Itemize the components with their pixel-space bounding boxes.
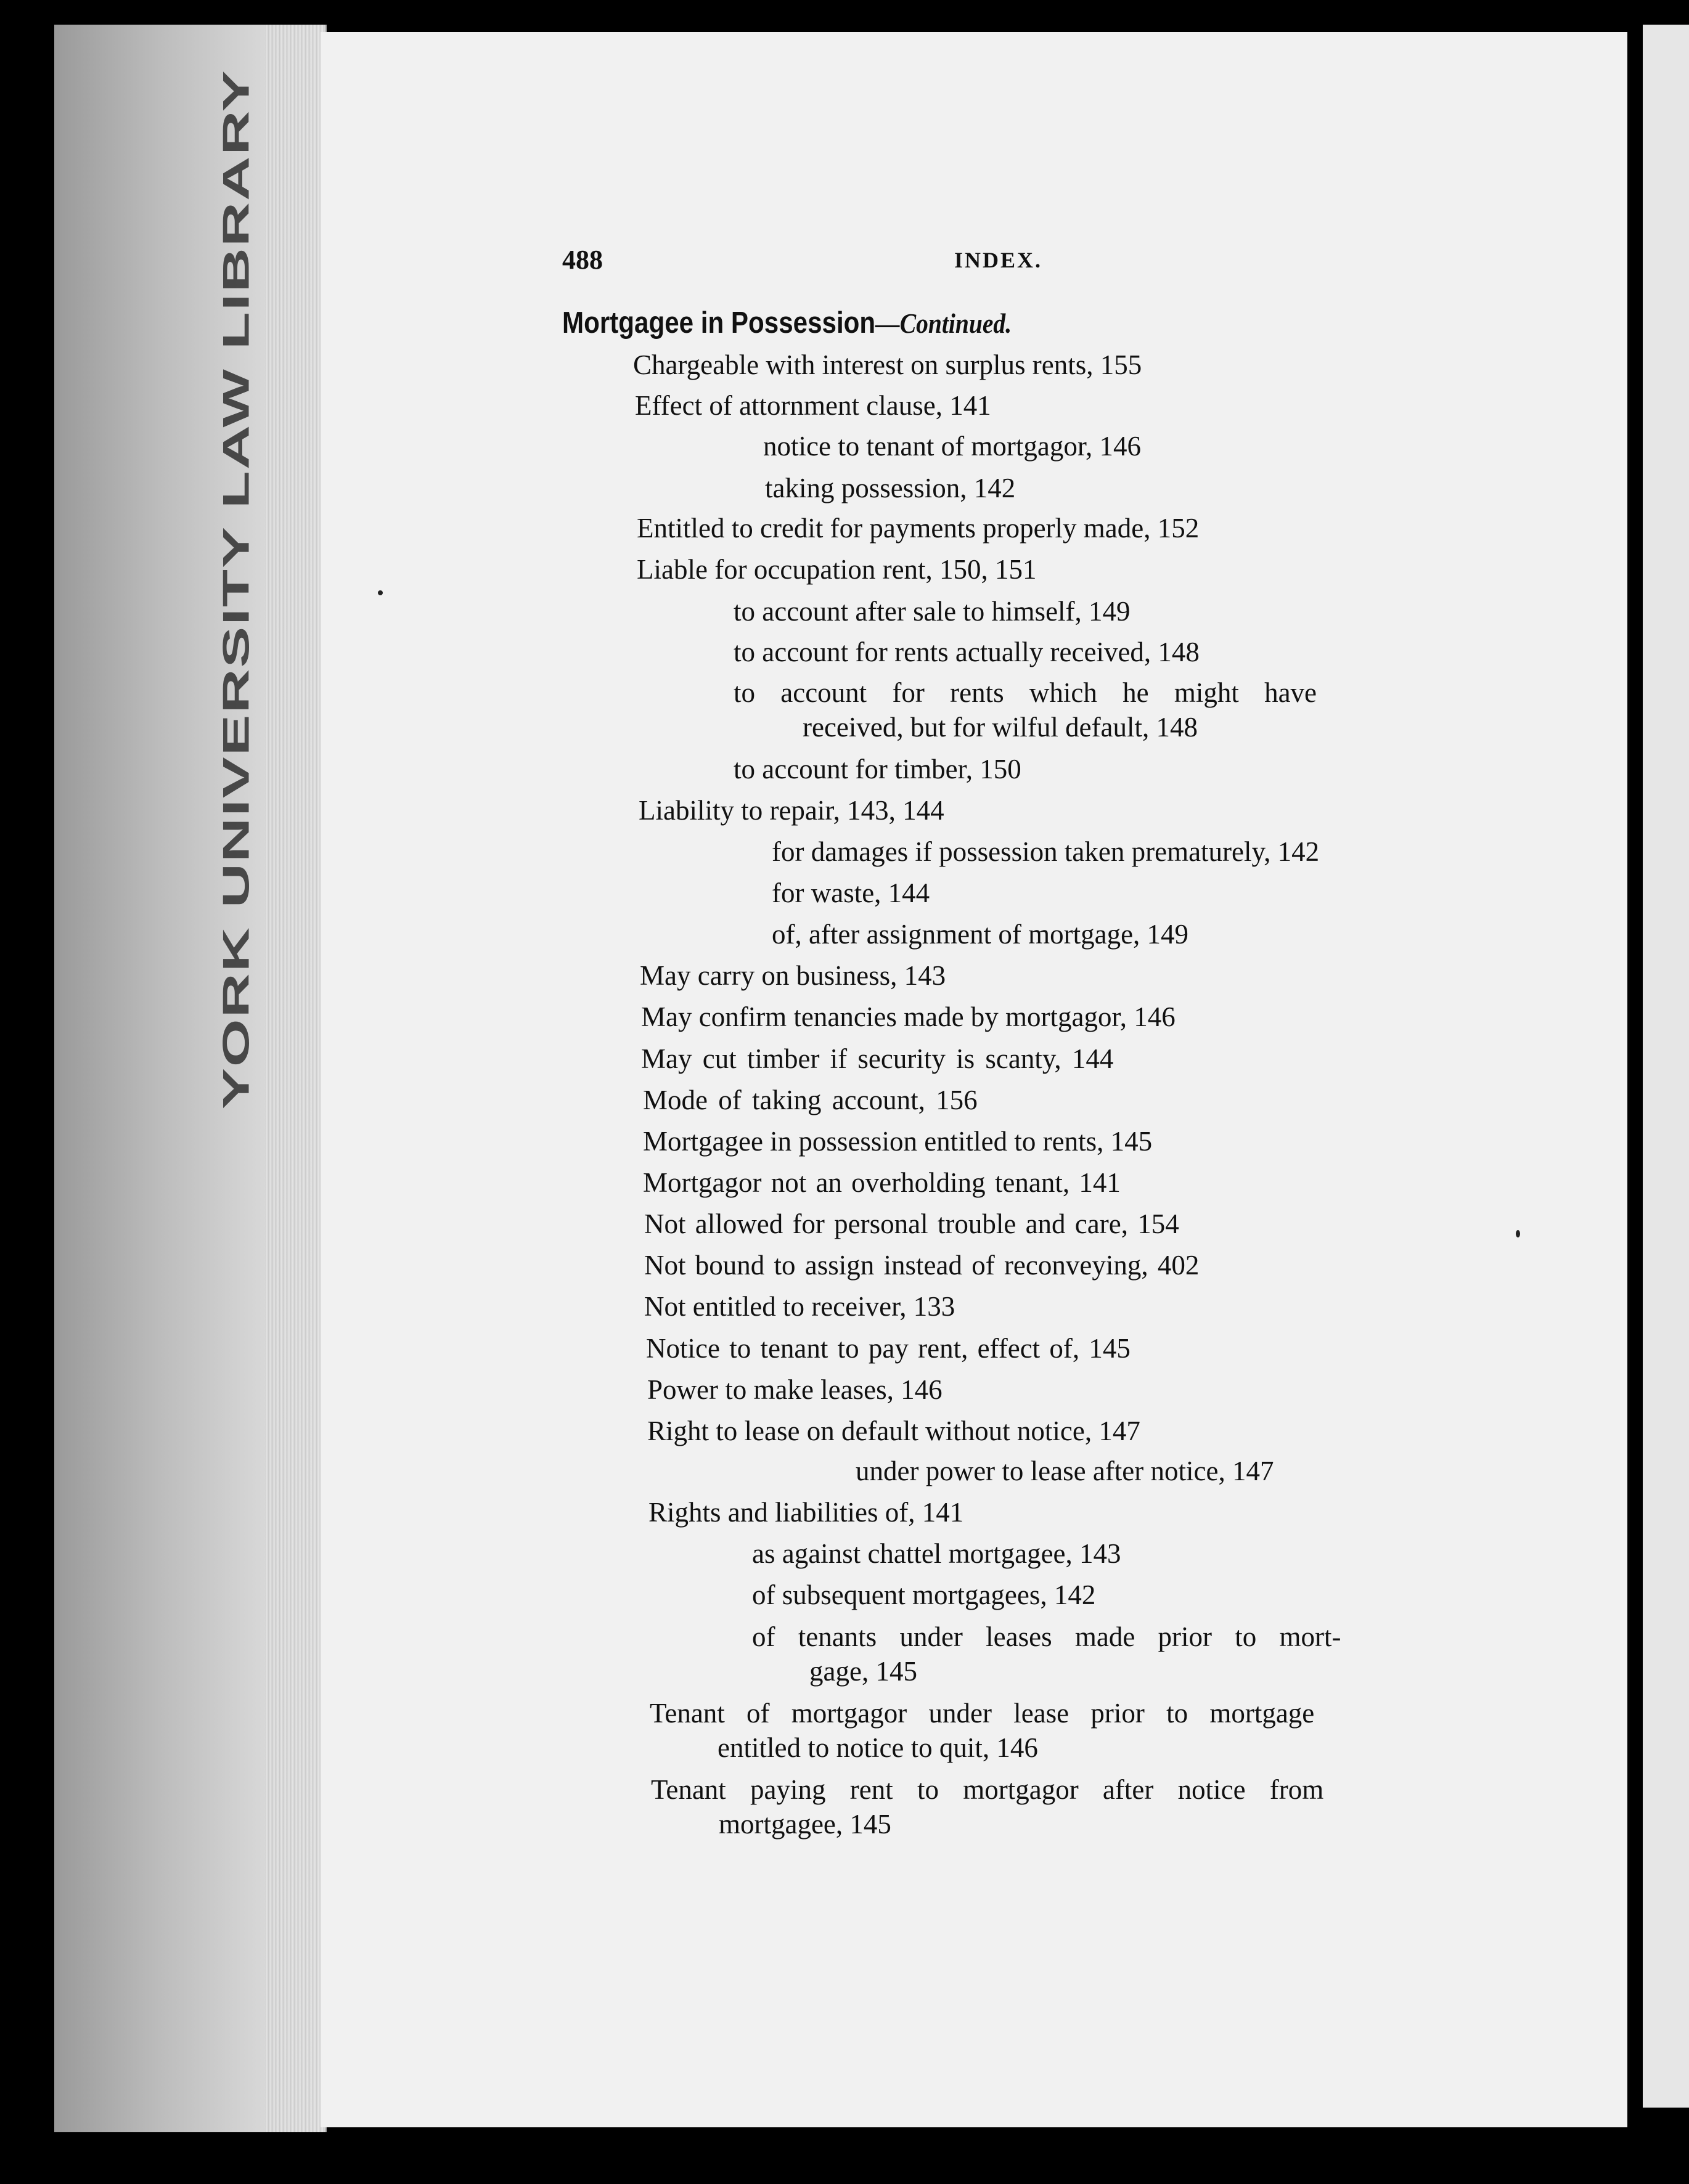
index-entry: Rights and liabilities of, 141 xyxy=(648,1497,964,1528)
index-entry: for damages if possession taken prematurely, 142 xyxy=(772,836,1320,867)
index-entry: taking possession, 142 xyxy=(765,473,1016,503)
index-entry: May confirm tenancies made by mortgagor, 146 xyxy=(641,1001,1176,1032)
heading-title: Mortgagee in Possession xyxy=(562,306,876,340)
index-entry: as against chattel mortgagee, 143 xyxy=(752,1538,1121,1569)
page-edges xyxy=(265,25,327,2132)
speck xyxy=(378,590,383,595)
index-entry-continuation: mortgagee, 145 xyxy=(719,1809,891,1840)
heading-continued: —Continued. xyxy=(875,308,1012,339)
index-entry: Effect of attornment clause, 141 xyxy=(635,390,991,421)
index-entry-continuation: entitled to notice to quit, 146 xyxy=(718,1732,1038,1763)
index-entry: May cut timber if security is scanty, 144 xyxy=(641,1043,1114,1074)
library-stamp: YORK UNIVERSITY LAW LIBRARY xyxy=(215,69,257,1109)
index-heading xyxy=(562,308,1012,338)
index-entry: Notice to tenant to pay rent, effect of, 145 xyxy=(646,1333,1131,1364)
index-entry: under power to lease after notice, 147 xyxy=(856,1456,1274,1486)
index-entry-continuation: received, but for wilful default, 148 xyxy=(803,712,1198,743)
index-entry: Tenant of mortgagor under lease prior to mortgage xyxy=(650,1698,1315,1729)
index-entry: of, after assignment of mortgage, 149 xyxy=(772,919,1189,950)
index-entry-continuation: gage, 145 xyxy=(809,1656,917,1687)
facing-page-edge xyxy=(1643,25,1689,2108)
index-entry: Mortgagee in possession entitled to rents, 145 xyxy=(643,1126,1153,1157)
index-entry-justified xyxy=(651,1776,1457,1804)
page-number: 488 xyxy=(562,245,603,275)
index-entry: May carry on business, 143 xyxy=(640,960,946,991)
index-entry: of tenants under leases made prior to mort- xyxy=(752,1621,1341,1652)
index-entry: Tenant paying rent to mortgagor after notice from xyxy=(651,1774,1324,1805)
index-entry: Mortgagor not an overholding tenant, 141 xyxy=(643,1167,1121,1198)
index-entry: for waste, 144 xyxy=(772,878,930,908)
speck xyxy=(1516,1230,1520,1237)
index-entry: Chargeable with interest on surplus rents, 155 xyxy=(633,349,1142,380)
index-entry: Entitled to credit for payments properly made, 152 xyxy=(637,513,1200,544)
index-entry: Liable for occupation rent, 150, 151 xyxy=(637,554,1037,585)
index-entry: Right to lease on default without notice, 147 xyxy=(647,1416,1140,1446)
index-entry: Power to make leases, 146 xyxy=(647,1374,943,1405)
index-entry-justified xyxy=(650,1700,1457,1727)
index-entry: Mode of taking account, 156 xyxy=(643,1085,978,1115)
book-page xyxy=(321,32,1627,2127)
index-entry: Not bound to assign instead of reconveying, 402 xyxy=(644,1250,1200,1281)
index-entry-justified xyxy=(734,679,1444,707)
index-entry: Not entitled to receiver, 133 xyxy=(644,1291,955,1322)
index-entry: to account for rents which he might have xyxy=(734,677,1317,708)
index-entry-justified xyxy=(752,1623,1455,1651)
index-entry: notice to tenant of mortgagor, 146 xyxy=(763,431,1142,462)
index-entry: to account for timber, 150 xyxy=(734,754,1021,784)
index-entry: Liability to repair, 143, 144 xyxy=(639,795,944,826)
running-head: INDEX. xyxy=(954,248,1043,272)
index-entry: Not allowed for personal trouble and care, 154 xyxy=(644,1208,1179,1239)
index-entry: to account after sale to himself, 149 xyxy=(734,596,1131,627)
index-entry: of subsequent mortgagees, 142 xyxy=(752,1579,1096,1610)
index-entry: to account for rents actually received, 148 xyxy=(734,637,1200,667)
